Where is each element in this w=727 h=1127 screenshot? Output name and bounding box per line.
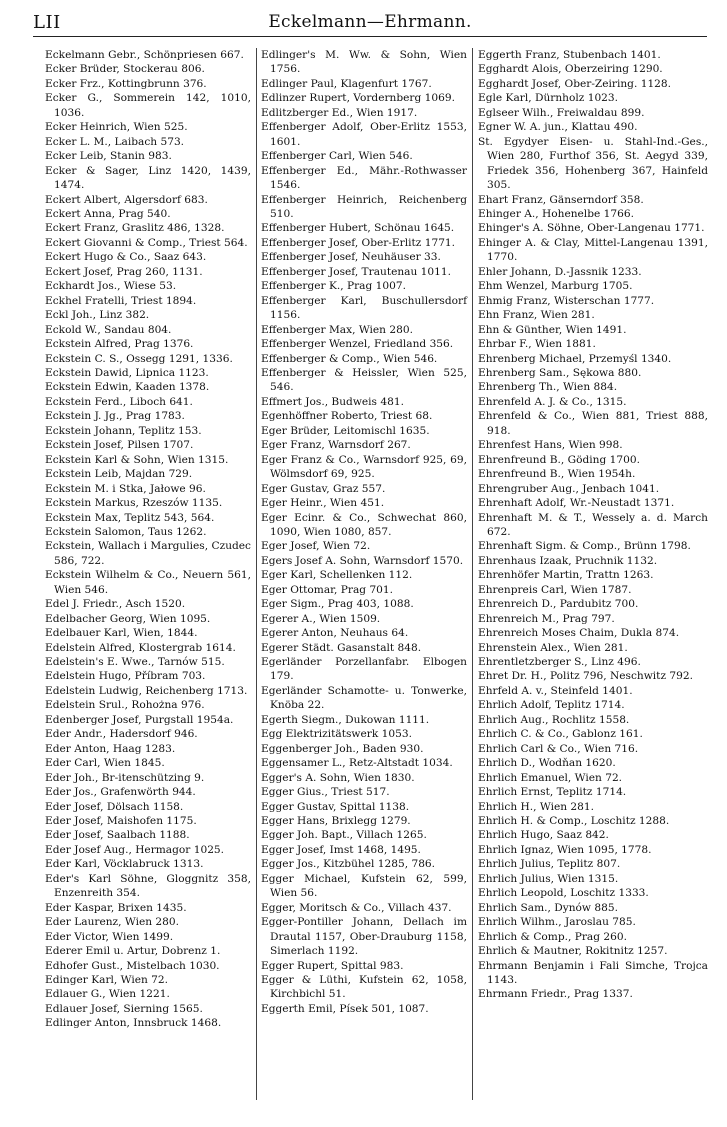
- directory-entry: Egger Rupert, Spittal 983.: [261, 959, 404, 972]
- directory-entry: Egerer Städt. Gasanstalt 848.: [261, 641, 422, 654]
- column-2: [261, 48, 467, 1016]
- directory-entry: Ehrlich H., Wien 281.: [478, 800, 594, 813]
- directory-entry: Ecker Heinrich, Wien 525.: [45, 121, 188, 134]
- directory-entry: Eggerth Emil, Písek 501, 1087.: [261, 1002, 429, 1015]
- directory-entry: Edelbauer Karl, Wien, 1844.: [45, 627, 198, 640]
- directory-entry: Ehrenstein Alex., Wien 281.: [478, 641, 628, 654]
- directory-entry: Eggenberger Joh., Baden 930.: [261, 742, 424, 755]
- directory-entry: Eger Ottomar, Prag 701.: [261, 583, 394, 596]
- directory-entry: Edel J. Friedr., Asch 1520.: [45, 598, 186, 611]
- directory-entry: Ehrlich H. & Comp., Loschitz 1288.: [478, 815, 670, 828]
- directory-entry: Effenberger K., Prag 1007.: [261, 280, 406, 293]
- directory-entry: Egerth Siegm., Dukowan 1111.: [261, 713, 430, 726]
- directory-entry: Egger-Pontiller Johann, Dellach im Drautal 1157, Ober-Drauburg 1158, Simerlach 1192.: [261, 916, 467, 958]
- directory-entry: Ehrlich C. & Co., Gablonz 161.: [478, 728, 643, 741]
- directory-entry: Effenberger Wenzel, Friedland 356.: [261, 338, 454, 351]
- directory-entry: Eckstein Johann, Teplitz 153.: [45, 424, 202, 437]
- directory-entry: St. Egydyer Eisen- u. Stahl-Ind.-Ges., Wien 280, Furthof 356, St. Aegyd 339, Friedek 356, Hohenberg 367, Hainfeld 305.: [478, 135, 708, 192]
- directory-entry: Eckstein Max, Teplitz 543, 564.: [45, 511, 215, 524]
- directory-entry: Egghardt Josef, Ober-Zeiring. 1128.: [478, 77, 672, 90]
- directory-entry: Eder Carl, Wien 1845.: [45, 757, 165, 770]
- directory-entry: Effenberger & Heissler, Wien 525, 546.: [261, 366, 467, 394]
- directory-entry: Ehrenhaus Izaak, Pruchnik 1132.: [478, 554, 658, 567]
- directory-entry: Ehinger's A. Söhne, Ober-Langenau 1771.: [478, 222, 705, 235]
- directory-entry: Ehrenfeld A. J. & Co., 1315.: [478, 395, 627, 408]
- directory-entry: Ehrmann Benjamin i Fali Simche, Trojca 1143.: [478, 959, 708, 986]
- directory-entry: Egger Michael, Kufstein 62, 599, Wien 56.: [261, 872, 467, 900]
- directory-entry: Eckstein Ferd., Liboch 641.: [45, 395, 193, 408]
- directory-entry: Egger Joh. Bapt., Villach 1265.: [261, 829, 427, 842]
- directory-entry: Effenberger & Comp., Wien 546.: [261, 352, 438, 365]
- directory-entry: Eder Josef, Maishofen 1175.: [45, 815, 197, 828]
- directory-entry: Ehrlich D., Wodňan 1620.: [478, 757, 616, 770]
- directory-entry: Eder Josef, Saalbach 1188.: [45, 829, 190, 842]
- directory-entry: Eckert Josef, Prag 260, 1131.: [45, 265, 203, 278]
- directory-entry: Eder Kaspar, Brixen 1435.: [45, 901, 187, 914]
- directory-entry: Edelstein's E. Wwe., Tarnów 515.: [45, 656, 225, 669]
- directory-entry: Eder Victor, Wien 1499.: [45, 930, 174, 943]
- directory-entry: Eger Heinr., Wien 451.: [261, 497, 385, 510]
- page-number: LII: [33, 12, 61, 33]
- directory-entry: Ehrlich Hugo, Saaz 842.: [478, 829, 609, 842]
- directory-entry: Ehrlich & Comp., Prag 260.: [478, 930, 627, 943]
- directory-entry: Ehrenfreund B., Wien 1954h.: [478, 468, 636, 481]
- directory-entry: Ehart Franz, Gänserndorf 358.: [478, 193, 644, 206]
- directory-entry: Eger Franz & Co., Warnsdorf 925, 69, Wölmsdorf 69, 925.: [261, 453, 467, 481]
- directory-entry: Ehret Dr. H., Politz 796, Neschwitz 792.: [478, 670, 693, 683]
- directory-entry: Ehrmann Friedr., Prag 1337.: [478, 988, 633, 1001]
- directory-entry: Effenberger Ed., Mähr.-Rothwasser 1546.: [261, 164, 467, 192]
- directory-entry: Egger Gius., Triest 517.: [261, 786, 390, 799]
- directory-entry: Edlitzberger Ed., Wien 1917.: [261, 106, 418, 119]
- directory-entry: Eder Anton, Haag 1283.: [45, 742, 176, 755]
- directory-entry: Ehinger A., Hohenelbe 1766.: [478, 207, 634, 220]
- page-header: [33, 8, 707, 37]
- directory-entry: Ehrfeld A. v., Steinfeld 1401.: [478, 684, 633, 697]
- directory-entry: Ehrlich Ernst, Teplitz 1714.: [478, 786, 627, 799]
- page-title: Eckelmann—Ehrmann.: [268, 12, 472, 32]
- directory-entry: Eckstein Josef, Pilsen 1707.: [45, 439, 194, 452]
- directory-entry: Eger Sigm., Prag 403, 1088.: [261, 598, 414, 611]
- directory-entry: Ehrenhaft Sigm. & Comp., Brünn 1798.: [478, 540, 691, 553]
- directory-entry: Eckstein Wilhelm & Co., Neuern 561, Wien 546.: [45, 569, 251, 596]
- directory-entry: Effenberger Carl, Wien 546.: [261, 150, 413, 163]
- directory-entry: Eger Karl, Schellenken 112.: [261, 569, 413, 582]
- directory-entry: Eder Josef Aug., Hermagor 1025.: [45, 843, 225, 856]
- directory-entry: Edelstein Alfred, Klostergrab 1614.: [45, 641, 236, 654]
- directory-entry: Ehrlich Julius, Teplitz 807.: [478, 858, 621, 871]
- directory-entry: Ehrenberg Th., Wien 884.: [478, 381, 618, 394]
- directory-entry: Ehrlich & Mautner, Rokitnitz 1257.: [478, 945, 668, 958]
- directory-entry: Edhofer Gust., Mistelbach 1030.: [45, 959, 220, 972]
- directory-entry: Egger Gustav, Spittal 1138.: [261, 800, 410, 813]
- directory-entry: Egger, Moritsch & Co., Villach 437.: [261, 901, 452, 914]
- directory-entry: Egner W. A. jun., Klattau 490.: [478, 121, 638, 134]
- directory-entry: Ehrbar F., Wien 1881.: [478, 338, 596, 351]
- directory-entry: Eger Brüder, Leitomischl 1635.: [261, 424, 430, 437]
- directory-entry: Edelstein Srul., Rohożna 976.: [45, 699, 205, 712]
- directory-entry: Edlinzer Rupert, Vordernberg 1069.: [261, 92, 455, 105]
- directory-entry: Ehrenfreund B., Göding 1700.: [478, 453, 640, 466]
- directory-entry: Ehrenreich M., Prag 797.: [478, 612, 615, 625]
- directory-entry: Ehrenhöfer Martin, Trattn 1263.: [478, 569, 654, 582]
- directory-entry: Edinger Karl, Wien 72.: [45, 974, 169, 986]
- directory-entry: Eggensamer L., Retz-Altstadt 1034.: [261, 757, 453, 770]
- directory-entry: Effenberger Josef, Trautenau 1011.: [261, 265, 452, 278]
- directory-entry: Ehrentletzberger S., Linz 496.: [478, 656, 641, 669]
- directory-entry: Ehrlich Carl & Co., Wien 716.: [478, 742, 639, 755]
- directory-entry: Effenberger Josef, Ober-Erlitz 1771.: [261, 236, 456, 249]
- directory-entry: Ehrenreich Moses Chaim, Dukla 874.: [478, 627, 680, 640]
- directory-entry: Ehrlich Aug., Rochlitz 1558.: [478, 713, 630, 726]
- directory-entry: Edenberger Josef, Purgstall 1954a.: [45, 713, 234, 726]
- directory-entry: Eger Ecinr. & Co., Schwechat 860, 1090, Wien 1080, 857.: [261, 511, 467, 538]
- directory-entry: Egger's A. Sohn, Wien 1830.: [261, 771, 415, 784]
- directory-entry: Ehrlich Julius, Wien 1315.: [478, 872, 619, 885]
- directory-entry: Eckstein Leib, Majdan 729.: [45, 468, 193, 481]
- directory-entry: Eckold W., Sandau 804.: [45, 323, 172, 336]
- directory-entry: Effenberger Hubert, Schönau 1645.: [261, 222, 455, 235]
- directory-entry: Eger Gustav, Graz 557.: [261, 482, 386, 495]
- directory-entry: Eder Andr., Hadersdorf 946.: [45, 728, 198, 741]
- directory-entry: Egerer A., Wien 1509.: [261, 612, 381, 625]
- directory-entry: Eckstein J. Jg., Prag 1783.: [45, 410, 185, 423]
- directory-entry: Egghardt Alois, Oberzeiring 1290.: [478, 63, 663, 76]
- directory-entry: Effmert Jos., Budweis 481.: [261, 395, 404, 408]
- directory-entry: Eder Laurenz, Wien 280.: [45, 916, 179, 929]
- directory-entry: Ehrlich Wilhm., Jaroslau 785.: [478, 916, 636, 929]
- directory-entry: Ehrenreich D., Pardubitz 700.: [478, 598, 639, 611]
- directory-entry: Egerländer Porzellanfabr. Elbogen 179.: [261, 656, 467, 683]
- directory-entry: Egers Josef A. Sohn, Warnsdorf 1570.: [261, 554, 464, 567]
- directory-entry: Effenberger Josef, Neuhäuser 33.: [261, 251, 441, 264]
- directory-columns: [45, 48, 710, 1126]
- directory-entry: Eckl Joh., Linz 382.: [45, 309, 150, 322]
- directory-entry: Eder's Karl Söhne, Gloggnitz 358, Enzenreith 354.: [45, 872, 251, 900]
- directory-entry: Eder Karl, Vöcklabruck 1313.: [45, 858, 204, 871]
- directory-entry: Edlinger Paul, Klagenfurt 1767.: [261, 77, 432, 90]
- directory-entry: Edelbacher Georg, Wien 1095.: [45, 612, 211, 625]
- directory-entry: Ehrlich Sam., Dynów 885.: [478, 901, 618, 914]
- directory-entry: Ehn Franz, Wien 281.: [478, 309, 595, 322]
- directory-entry: Eckstein Edwin, Kaaden 1378.: [45, 381, 210, 394]
- directory-entry: Ehn & Günther, Wien 1491.: [478, 323, 627, 336]
- directory-entry: Egle Karl, Dürnholz 1023.: [478, 92, 619, 105]
- directory-entry: Ehrlich Emanuel, Wien 72.: [478, 771, 623, 784]
- directory-entry: Eder Jos., Grafenwörth 944.: [45, 786, 196, 799]
- directory-entry: Effenberger Max, Wien 280.: [261, 323, 413, 336]
- directory-entry: Ehrenhaft Adolf, Wr.-Neustadt 1371.: [478, 497, 675, 510]
- directory-entry: Eckstein Dawid, Lipnica 1123.: [45, 366, 209, 379]
- directory-entry: Egger Hans, Brixlegg 1279.: [261, 815, 411, 828]
- directory-entry: Eckert Hugo & Co., Saaz 643.: [45, 251, 207, 264]
- directory-entry: Eder Josef, Dölsach 1158.: [45, 800, 184, 813]
- directory-entry: Ehrenberg Sam., Sękowa 880.: [478, 366, 642, 379]
- directory-entry: Ehm Wenzel, Marburg 1705.: [478, 280, 633, 293]
- directory-entry: Eglseer Wilh., Freiwaldau 899.: [478, 106, 645, 119]
- directory-entry: Ehrlich Leopold, Loschitz 1333.: [478, 887, 649, 900]
- directory-entry: Eckert Giovanni & Comp., Triest 564.: [45, 236, 248, 249]
- directory-entry: Ehrenhaft M. & T., Wessely a. d. March 672.: [478, 511, 708, 538]
- directory-entry: Ehrengruber Aug., Jenbach 1041.: [478, 482, 660, 495]
- directory-entry: Egerländer Schamotte- u. Tonwerke, Knöba 22.: [261, 684, 467, 712]
- directory-entry: Eckstein C. S., Ossegg 1291, 1336.: [45, 352, 233, 365]
- directory-entry: Ederer Emil u. Artur, Dobrenz 1.: [45, 945, 221, 958]
- directory-entry: Ehrenfest Hans, Wien 998.: [478, 439, 623, 452]
- directory-entry: Edlauer Josef, Sierning 1565.: [45, 1002, 203, 1015]
- directory-entry: Eckstein Alfred, Prag 1376.: [45, 338, 194, 351]
- directory-entry: Eckert Anna, Prag 540.: [45, 207, 171, 220]
- directory-entry: Eger Josef, Wien 72.: [261, 540, 371, 553]
- directory-entry: Egger Josef, Imst 1468, 1495.: [261, 843, 421, 856]
- directory-entry: Edelstein Ludwig, Reichenberg 1713.: [45, 684, 248, 697]
- column-3: [478, 48, 708, 1002]
- directory-entry: Eggerth Franz, Stubenbach 1401.: [478, 49, 661, 61]
- directory-entry: Ehrenberg Michael, Przemyśl 1340.: [478, 352, 672, 365]
- directory-entry: Ecker Brüder, Stockerau 806.: [45, 63, 205, 76]
- directory-entry: Effenberger Karl, Buschullersdorf 1156.: [261, 294, 467, 322]
- column-1: [45, 48, 251, 1031]
- directory-entry: Ehmig Franz, Wisterschan 1777.: [478, 294, 655, 307]
- directory-entry: Eckstein Salomon, Taus 1262.: [45, 525, 207, 538]
- directory-entry: Egger & Lüthi, Kufstein 62, 1058, Kirchbichl 51.: [261, 974, 467, 1001]
- directory-entry: Eckert Franz, Graslitz 486, 1328.: [45, 222, 225, 235]
- directory-entry: Ehler Johann, D.-Jassnik 1233.: [478, 265, 642, 278]
- directory-entry: Egenhöffner Roberto, Triest 68.: [261, 410, 433, 423]
- directory-entry: Effenberger Adolf, Ober-Erlitz 1553, 1601.: [261, 121, 467, 148]
- directory-entry: Eder Joh., Br-itenschützing 9.: [45, 771, 205, 784]
- directory-entry: Edelstein Hugo, Příbram 703.: [45, 670, 206, 683]
- directory-entry: Egerer Anton, Neuhaus 64.: [261, 627, 409, 640]
- directory-entry: Eger Franz, Warnsdorf 267.: [261, 439, 411, 452]
- directory-entry: Ehrlich Ignaz, Wien 1095, 1778.: [478, 843, 652, 856]
- directory-entry: Eckert Albert, Algersdorf 683.: [45, 193, 208, 206]
- directory-entry: Effenberger Heinrich, Reichenberg 510.: [261, 193, 467, 220]
- directory-entry: Ehrenpreis Carl, Wien 1787.: [478, 583, 632, 596]
- directory-entry: Edlauer G., Wien 1221.: [45, 988, 170, 1001]
- directory-entry: Egger Jos., Kitzbühel 1285, 786.: [261, 858, 436, 871]
- directory-entry: Ecker L. M., Laibach 573.: [45, 135, 185, 148]
- directory-entry: Ehrenfeld & Co., Wien 881, Triest 888, 918.: [478, 410, 708, 437]
- directory-entry: Edlinger's M. Ww. & Sohn, Wien 1756.: [261, 49, 467, 76]
- directory-entry: Eckstein M. i Stka, Jałowe 96.: [45, 482, 206, 495]
- directory-entry: Eckhel Fratelli, Triest 1894.: [45, 294, 197, 307]
- directory-entry: Eckhardt Jos., Wiese 53.: [45, 280, 177, 293]
- directory-entry: Ehrlich Adolf, Teplitz 1714.: [478, 699, 625, 712]
- directory-entry: Edlinger Anton, Innsbruck 1468.: [45, 1017, 222, 1030]
- directory-entry: Ecker & Sager, Linz 1420, 1439, 1474.: [45, 164, 251, 192]
- directory-entry: Ecker Frz., Kottingbrunn 376.: [45, 77, 207, 90]
- directory-entry: Eckstein Karl & Sohn, Wien 1315.: [45, 453, 229, 466]
- directory-entry: Eckelmann Gebr., Schönpriesen 667.: [45, 49, 244, 61]
- directory-entry: Eckstein, Wallach i Margulies, Czudec 586, 722.: [45, 540, 251, 567]
- directory-entry: Ecker G., Sommerein 142, 1010, 1036.: [45, 92, 251, 119]
- directory-entry: Egg Elektrizitätswerk 1053.: [261, 728, 412, 741]
- directory-entry: Ecker Leib, Stanin 983.: [45, 150, 172, 163]
- directory-entry: Eckstein Markus, Rzeszów 1135.: [45, 497, 223, 510]
- directory-entry: Ehinger A. & Clay, Mittel-Langenau 1391, 1770.: [478, 236, 708, 264]
